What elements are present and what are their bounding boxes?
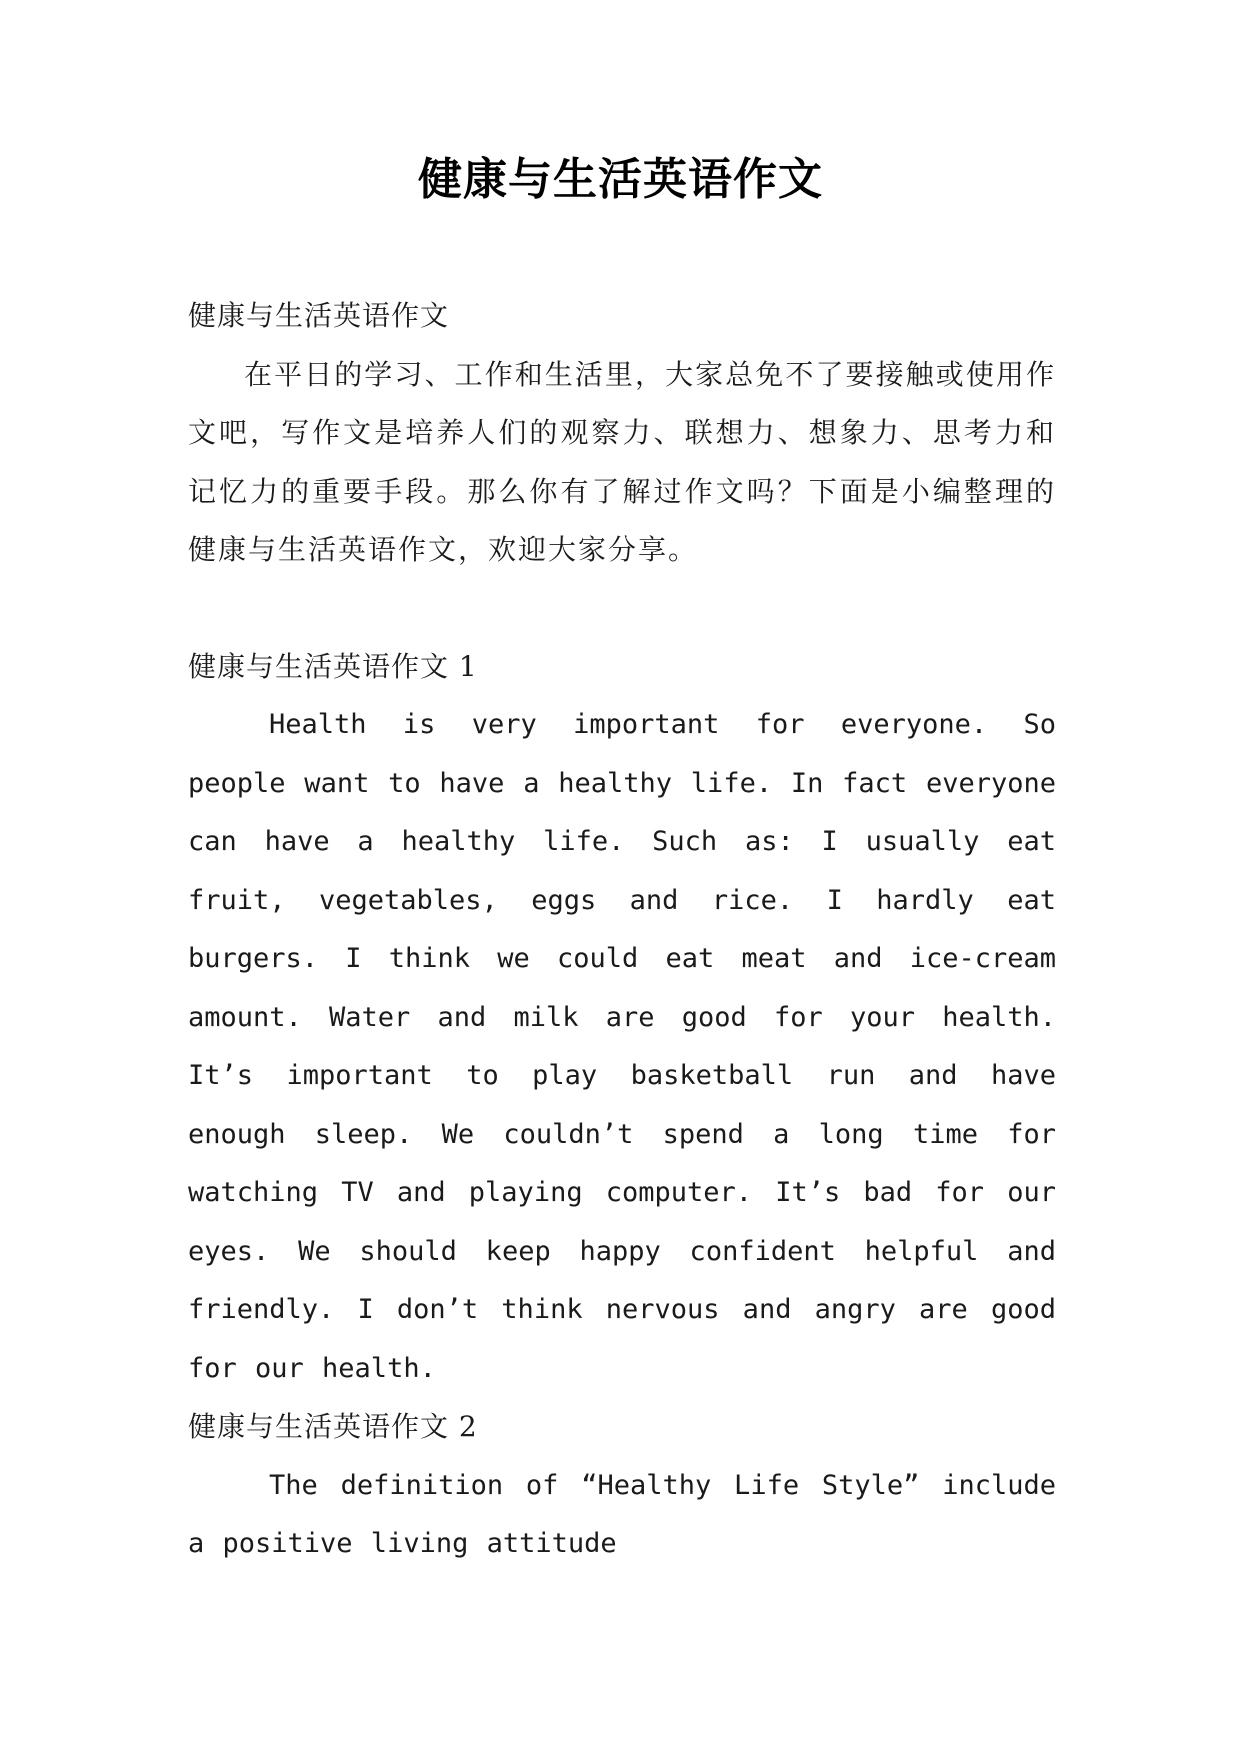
essay-1-body: Health is very important for everyone. So people want to have a healthy life. In fact everyone can have a healthy life. Such as: I usually eat fruit, vegetables, eggs and rice. I hardly eat burgers. I think we could eat meat and ice-cream amount. Water and milk are good for your health. It’s important to play basketball run and have enough sleep. We couldn’t spend a long time for watching TV and playing computer. It’s bad for our eyes. We should keep happy confident helpful and friendly. I don’t think nervous and angry are good for our health. [188, 709, 1056, 1384]
intro-paragraph: 在平日的学习、工作和生活里，大家总免不了要接触或使用作文吧，写作文是培养人们的观察力、联想力、想象力、思考力和记忆力的重要手段。那么你有了解过作文吗？下面是小编整理的健康与生活英语作文，欢迎大家分享。 [188, 357, 1056, 566]
document-title: 健康与生活英语作文 [418, 154, 823, 205]
intro-heading: 健康与生活英语作文 [188, 299, 450, 332]
essay-2-body: The definition of “Healthy Life Style” include a positive living attitude [188, 1469, 1056, 1559]
document-body [188, 287, 1056, 1574]
essay-1-heading: 健康与生活英语作文 1 [188, 649, 478, 683]
section-spacer [188, 580, 1056, 638]
essay-2-heading: 健康与生活英语作文 2 [188, 1410, 478, 1443]
